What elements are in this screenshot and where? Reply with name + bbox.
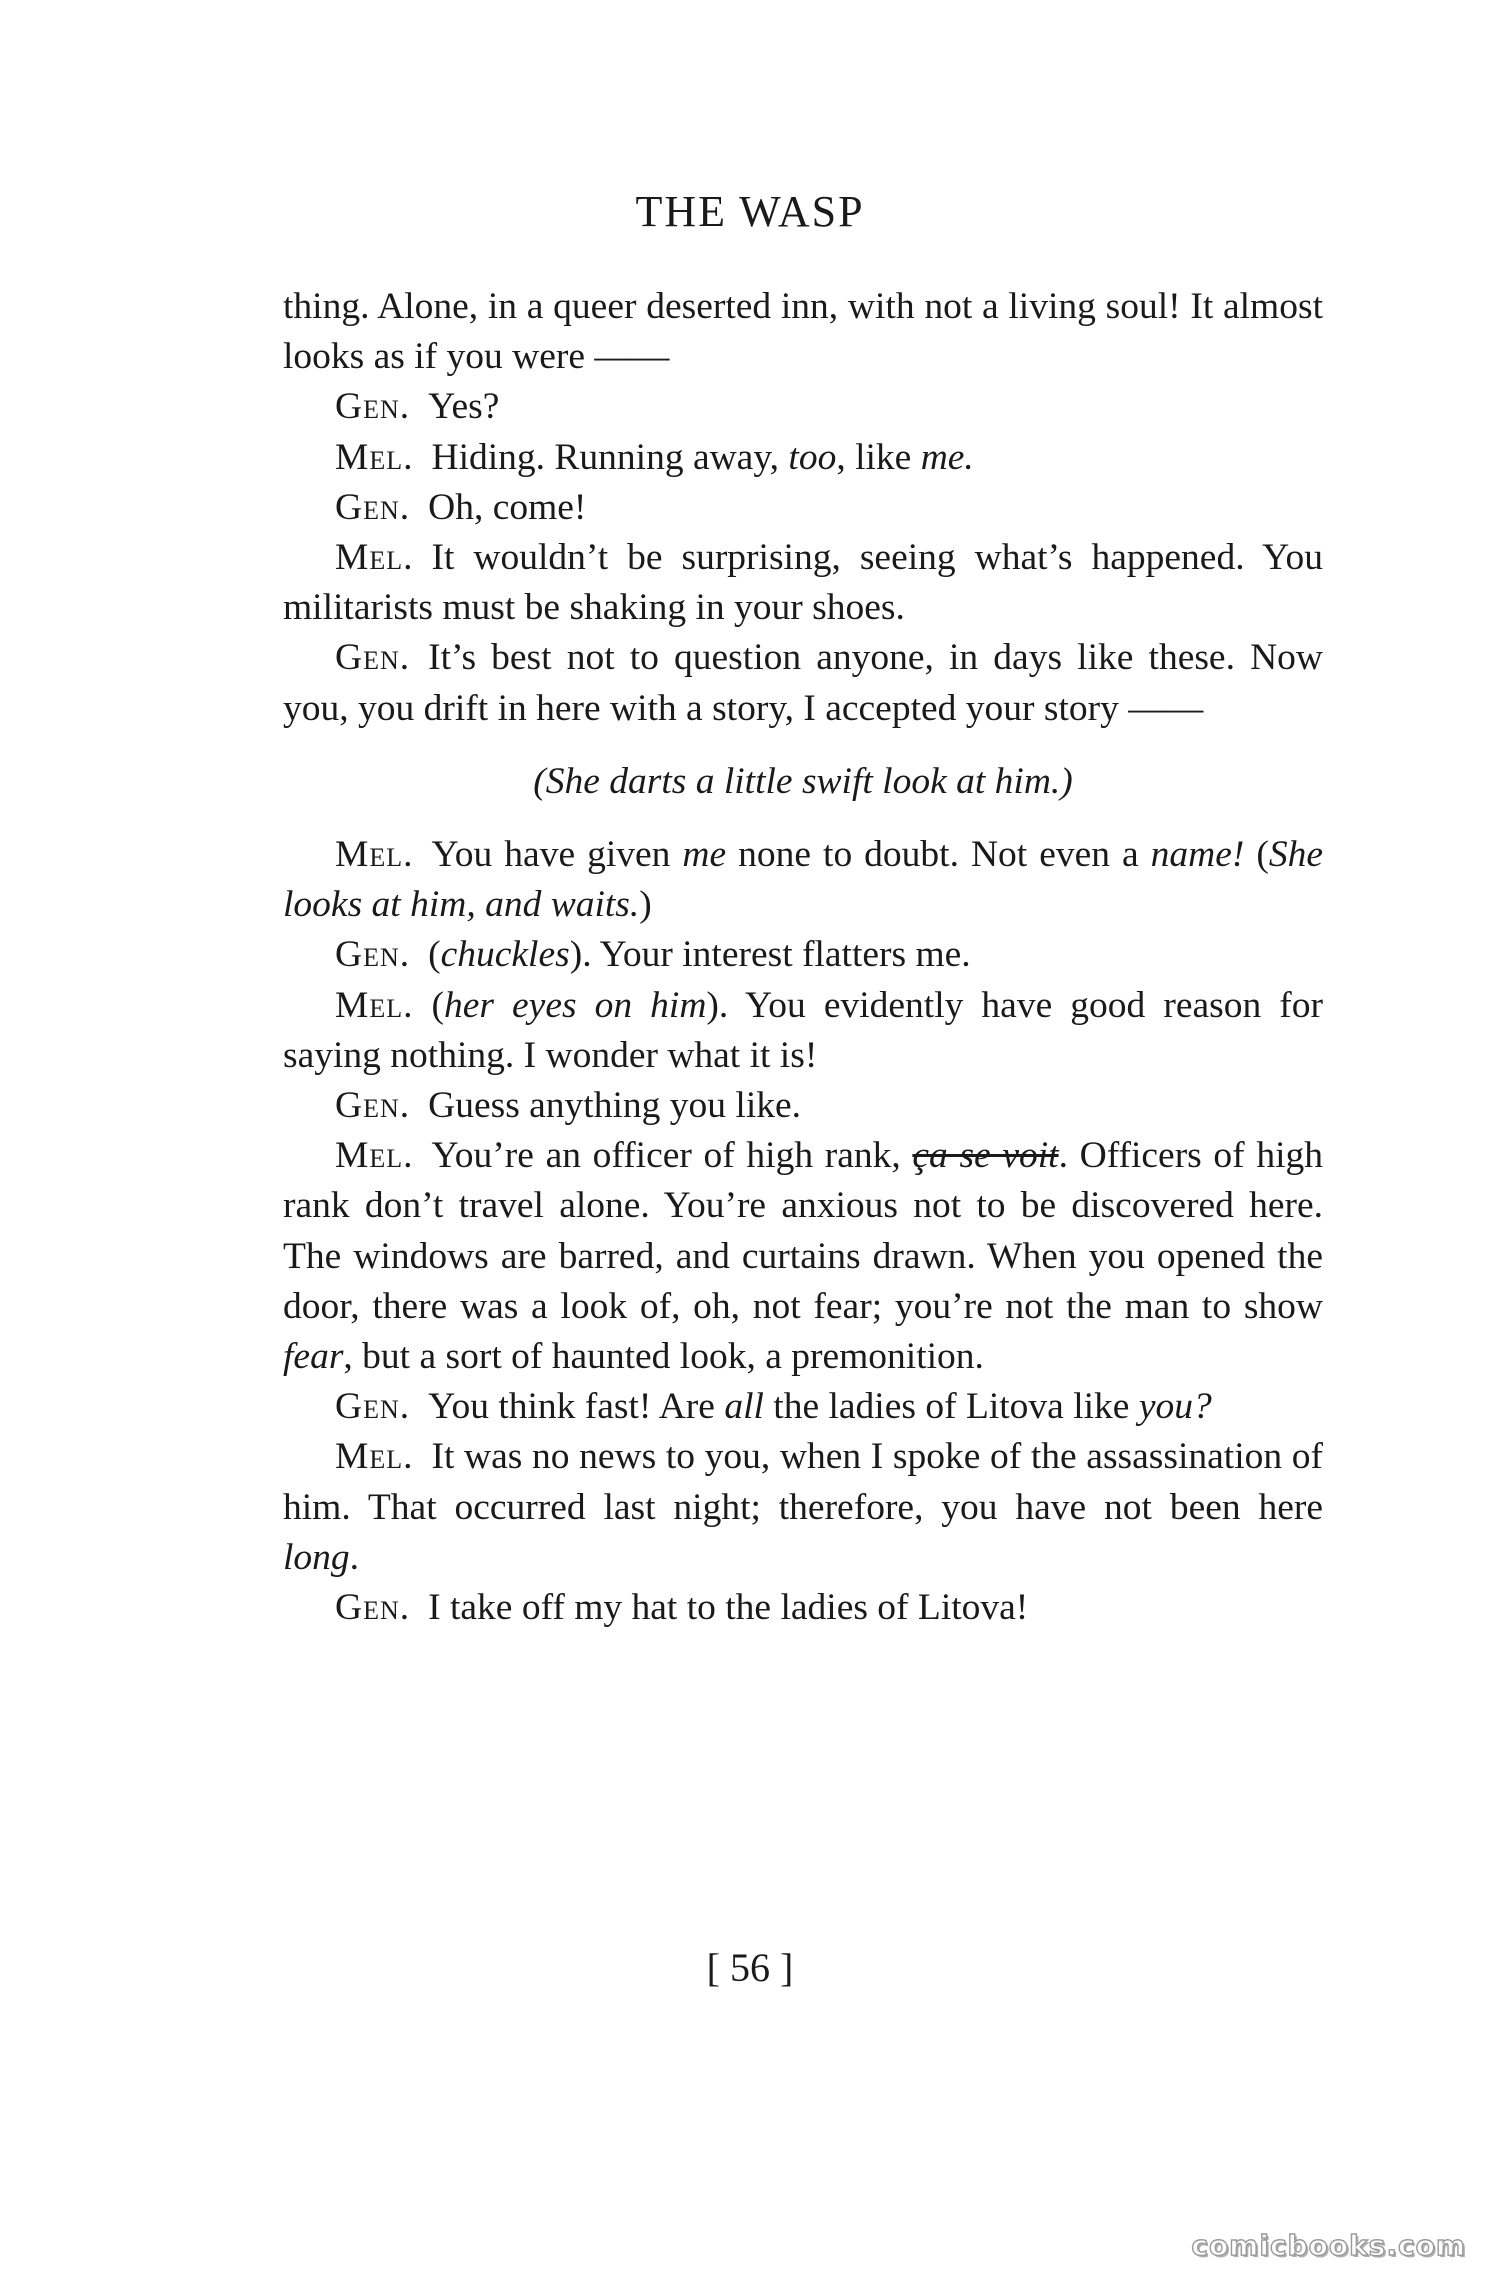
emphasis: all xyxy=(724,1386,764,1428)
dialogue-line xyxy=(283,1432,1323,1583)
speaker-mel: Mel. xyxy=(335,1135,414,1177)
dialogue-line xyxy=(283,1081,1323,1131)
paragraph-text: thing. Alone, in a queer deserted inn, with not a living soul! It almost looks as if you were —— xyxy=(283,286,1323,378)
speaker-gen: Gen. xyxy=(335,1085,411,1127)
emphasis: name! xyxy=(1150,834,1245,876)
dialogue-text: ( xyxy=(1244,834,1269,876)
dialogue-text: You have given xyxy=(431,834,683,876)
speaker-mel: Mel. xyxy=(335,537,414,579)
dialogue-text: It wouldn’t be surprising, seeing what’s happened. You militarists must be shaking in your shoes. xyxy=(283,537,1323,629)
dialogue-line xyxy=(283,483,1323,533)
dialogue-text: You think fast! Are xyxy=(428,1386,725,1428)
emphasis: too xyxy=(788,436,837,478)
speaker-mel: Mel. xyxy=(335,834,414,876)
dialogue-line xyxy=(283,533,1323,633)
dialogue-text: It was no news to you, when I spoke of the assassination of him. That occurred last night; therefore, you have not been here xyxy=(283,1436,1323,1528)
dialogue-text: Guess anything you like. xyxy=(428,1085,802,1127)
dialogue-text: ). You evidently have good reason for saying nothing. I wonder what it is! xyxy=(283,984,1323,1076)
emphasis: long xyxy=(283,1536,350,1578)
play-text xyxy=(283,282,1323,1633)
dialogue-line xyxy=(283,433,1323,483)
dialogue-line xyxy=(283,382,1323,432)
speaker-mel: Mel. xyxy=(335,436,414,478)
speaker-gen: Gen. xyxy=(335,1587,411,1629)
dialogue-text: , but a sort of haunted look, a premonition. xyxy=(343,1336,984,1378)
dialogue-text: ). Your interest flatters me. xyxy=(569,934,971,976)
stage-direction-inline: She looks at him, and waits. xyxy=(283,834,1323,926)
emphasis: you? xyxy=(1138,1386,1212,1428)
stage-direction: (She darts a little swift look at him.) xyxy=(533,760,1073,802)
emphasis: fear xyxy=(283,1336,344,1378)
stage-direction-inline: chuckles xyxy=(440,934,570,976)
speaker-gen: Gen. xyxy=(335,637,411,679)
speaker-gen: Gen. xyxy=(335,486,411,528)
speaker-mel: Mel. xyxy=(335,984,414,1026)
dialogue-text: Yes? xyxy=(428,386,500,428)
dialogue-line xyxy=(283,1131,1323,1382)
speaker-gen: Gen. xyxy=(335,386,411,428)
dialogue-text: It’s best not to question anyone, in days like these. Now you, you drift in here with a story, I accepted your story —— xyxy=(283,637,1323,729)
watermark-logo: comicbooks.com xyxy=(1191,2229,1466,2262)
dialogue-line xyxy=(283,1583,1323,1633)
dialogue-text: . xyxy=(349,1536,360,1578)
dialogue-text: Oh, come! xyxy=(428,486,587,528)
dialogue-text: none to doubt. Not even a xyxy=(726,834,1151,876)
dialogue-line xyxy=(283,981,1323,1081)
paragraph xyxy=(283,282,1323,382)
speaker-mel: Mel. xyxy=(335,1436,414,1478)
dialogue-line xyxy=(283,930,1323,980)
emphasis: me xyxy=(682,834,727,876)
dialogue-line xyxy=(283,830,1323,930)
dialogue-text: You’re an officer of high rank, xyxy=(431,1135,913,1177)
running-head: THE WASP xyxy=(635,187,865,236)
struck-phrase: ça se voit xyxy=(912,1135,1059,1177)
dialogue-line xyxy=(283,1382,1323,1432)
speaker-gen: Gen. xyxy=(335,934,411,976)
dialogue-text: ) xyxy=(639,884,652,926)
dialogue-text: . Officers of high rank don’t travel alone. You’re anxious not to be discovered here. The windows are barred, and curtains drawn. When you opened the door, there was a look of, oh, not fear; you’re not the man to show xyxy=(283,1135,1323,1327)
dialogue-text: Hiding. Running away, xyxy=(431,436,789,478)
page-number: [ 56 ] xyxy=(706,1945,794,1990)
dialogue-line xyxy=(283,633,1323,733)
dialogue-text: the ladies of Litova like xyxy=(763,1386,1139,1428)
emphasis: me. xyxy=(920,436,974,478)
speaker-gen: Gen. xyxy=(335,1386,411,1428)
stage-direction-inline: her eyes on him xyxy=(443,984,707,1026)
dialogue-text: , like xyxy=(836,436,921,478)
dialogue-text: ( xyxy=(428,934,441,976)
dialogue-text: I take off my hat to the ladies of Litova! xyxy=(428,1587,1029,1629)
dialogue-text: ( xyxy=(431,984,444,1026)
